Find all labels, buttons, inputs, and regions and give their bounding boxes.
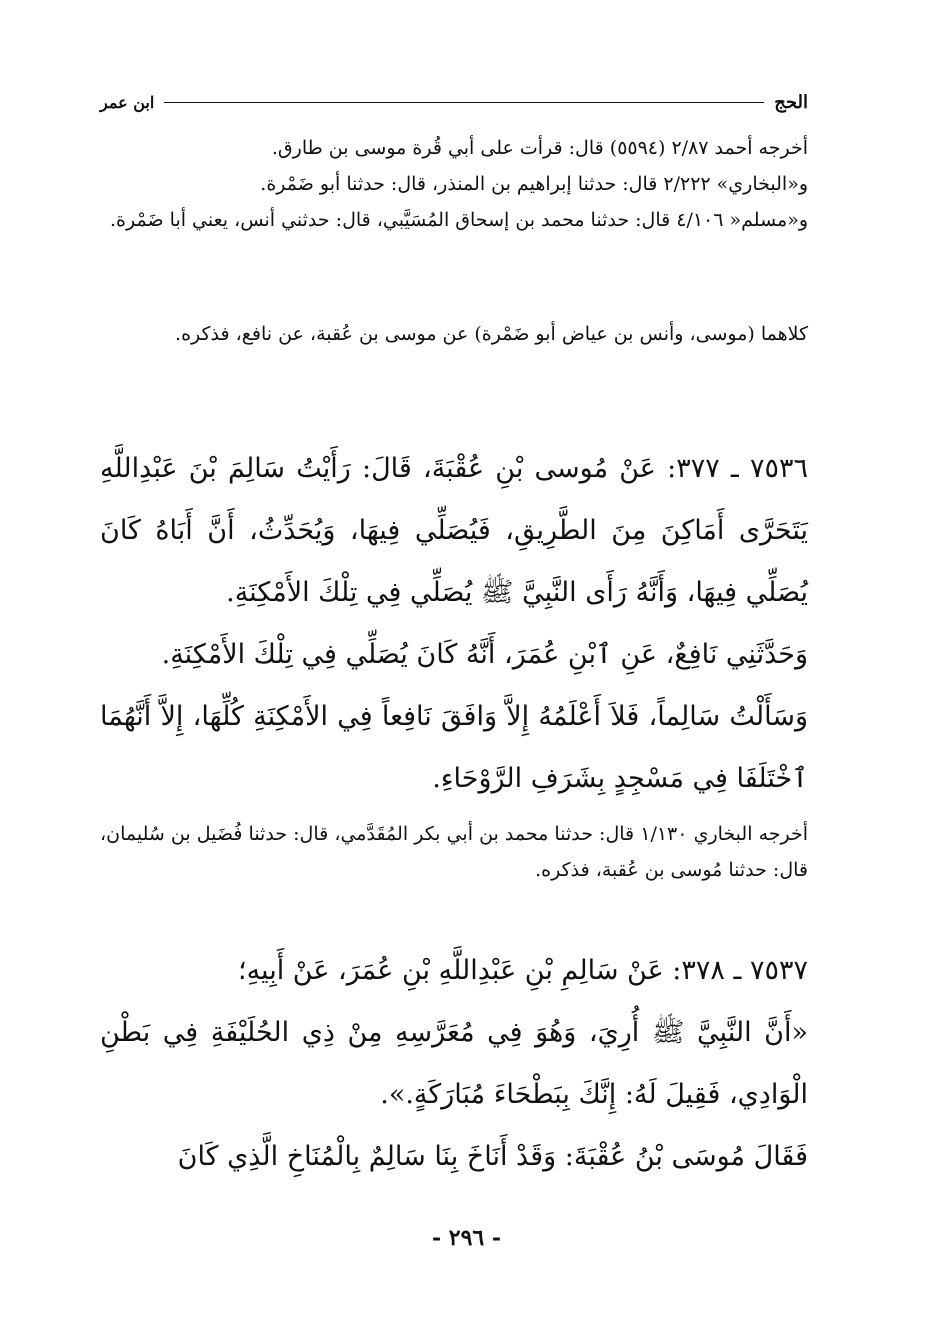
- hadith-paragraph: وَحَدَّثَنِي نَافِعٌ، عَنِ ٱبْنِ عُمَرَ، أَنَّهُ كَانَ يُصَلِّي فِي تِلْكَ الأَمْكِنَةِ.: [161, 639, 808, 670]
- hadith-paragraph: ٧٥٣٧ ـ ٣٧٨: عَنْ سَالِمِ بْنِ عَبْدِاللَّهِ بْنِ عُمَرَ، عَنْ أَبِيهِ؛: [238, 955, 808, 986]
- note-line: و«البخاري» ٢/٢٢٢ قال: حدثنا إبراهيم بن المنذر، قال: حدثنا أبو ضَمْرة.: [260, 173, 808, 195]
- note-line: و«مسلم« ٤/١٠٦ قال: حدثنا محمد بن إسحاق المُسَيَّبي، قال: حدثني أنس، يعني أبا ضَمْرة.: [110, 209, 808, 231]
- header-rule: [164, 102, 764, 103]
- hadith-paragraph: فَقَالَ مُوسَى بْنُ عُقْبَةَ: وَقَدْ أَنَاخَ بِنَا سَالِمٌ بِالْمُنَاخِ الَّذِي كَانَ: [177, 1141, 808, 1172]
- page-number: - ٢٩٦ -: [431, 1225, 502, 1251]
- hadith-paragraph: «أَنَّ النَّبِيَّ ﷺ أُرِيَ، وَهُوَ فِي مُعَرَّسِهِ مِنْ ذِي الحُلَيْفَةِ فِي بَطْنِ الْوَادِي، فَقِيلَ لَهُ: إِنَّكَ بِبَطْحَاءَ مُبَارَكَةٍ.».: [100, 1017, 808, 1110]
- chapter-title: الحج: [774, 91, 808, 113]
- hadith-7537: [100, 940, 808, 1188]
- note-line: أخرجه البخاري ١/١٣٠ قال: حدثنا محمد بن أبي بكر المُقَدَّمي، قال: حدثنا فُضَيل بن سُليمان، قال: حدثنا مُوسى بن عُقبة، فذكره.: [100, 823, 809, 881]
- takhrij-note-2: [100, 316, 808, 352]
- hadith-paragraph: ٧٥٣٦ ـ ٣٧٧: عَنْ مُوسى بْنِ عُقْبَةَ، قَالَ: رَأَيْتُ سَالِمَ بْنَ عَبْدِاللَّهِ يَتَحَرَّى أَمَاكِنَ مِنَ الطَّرِيقِ، فَيُصَلِّي فِيهَا، وَيُحَدِّثُ، أَنَّ أَبَاهُ كَانَ يُصَلِّي فِيهَا، وَأَنَّهُ رَأَى النَّبِيَّ ﷺ يُصَلِّي فِي تِلْكَ الأَمْكِنَةِ.: [100, 453, 808, 608]
- running-header: [100, 88, 808, 116]
- note-line: أخرجه أحمد ٢/٨٧ (٥٥٩٤) قال: قرأت على أبي قُرة موسى بن طارق.: [271, 137, 808, 159]
- hadith-paragraph: وَسَأَلْتُ سَالِماً، فَلاَ أَعْلَمُهُ إِلاَّ وَافَقَ نَافِعاً فِي الأَمْكِنَةِ كُلِّهَا، إِلاَّ أَنَّهُمَا ٱخْتَلَفَا فِي مَسْجِدٍ بِشَرَفِ الرَّوْحَاءِ.: [100, 701, 808, 794]
- note-line: كلاهما (موسى، وأنس بن عياض أبو ضَمْرة) عن موسى بن عُقبة، عن نافع، فذكره.: [175, 323, 808, 345]
- takhrij-note-1: [100, 130, 808, 238]
- takhrij-note-3: [100, 816, 808, 888]
- narrator-title: ابن عمر: [100, 92, 155, 112]
- hadith-7536: [100, 438, 808, 810]
